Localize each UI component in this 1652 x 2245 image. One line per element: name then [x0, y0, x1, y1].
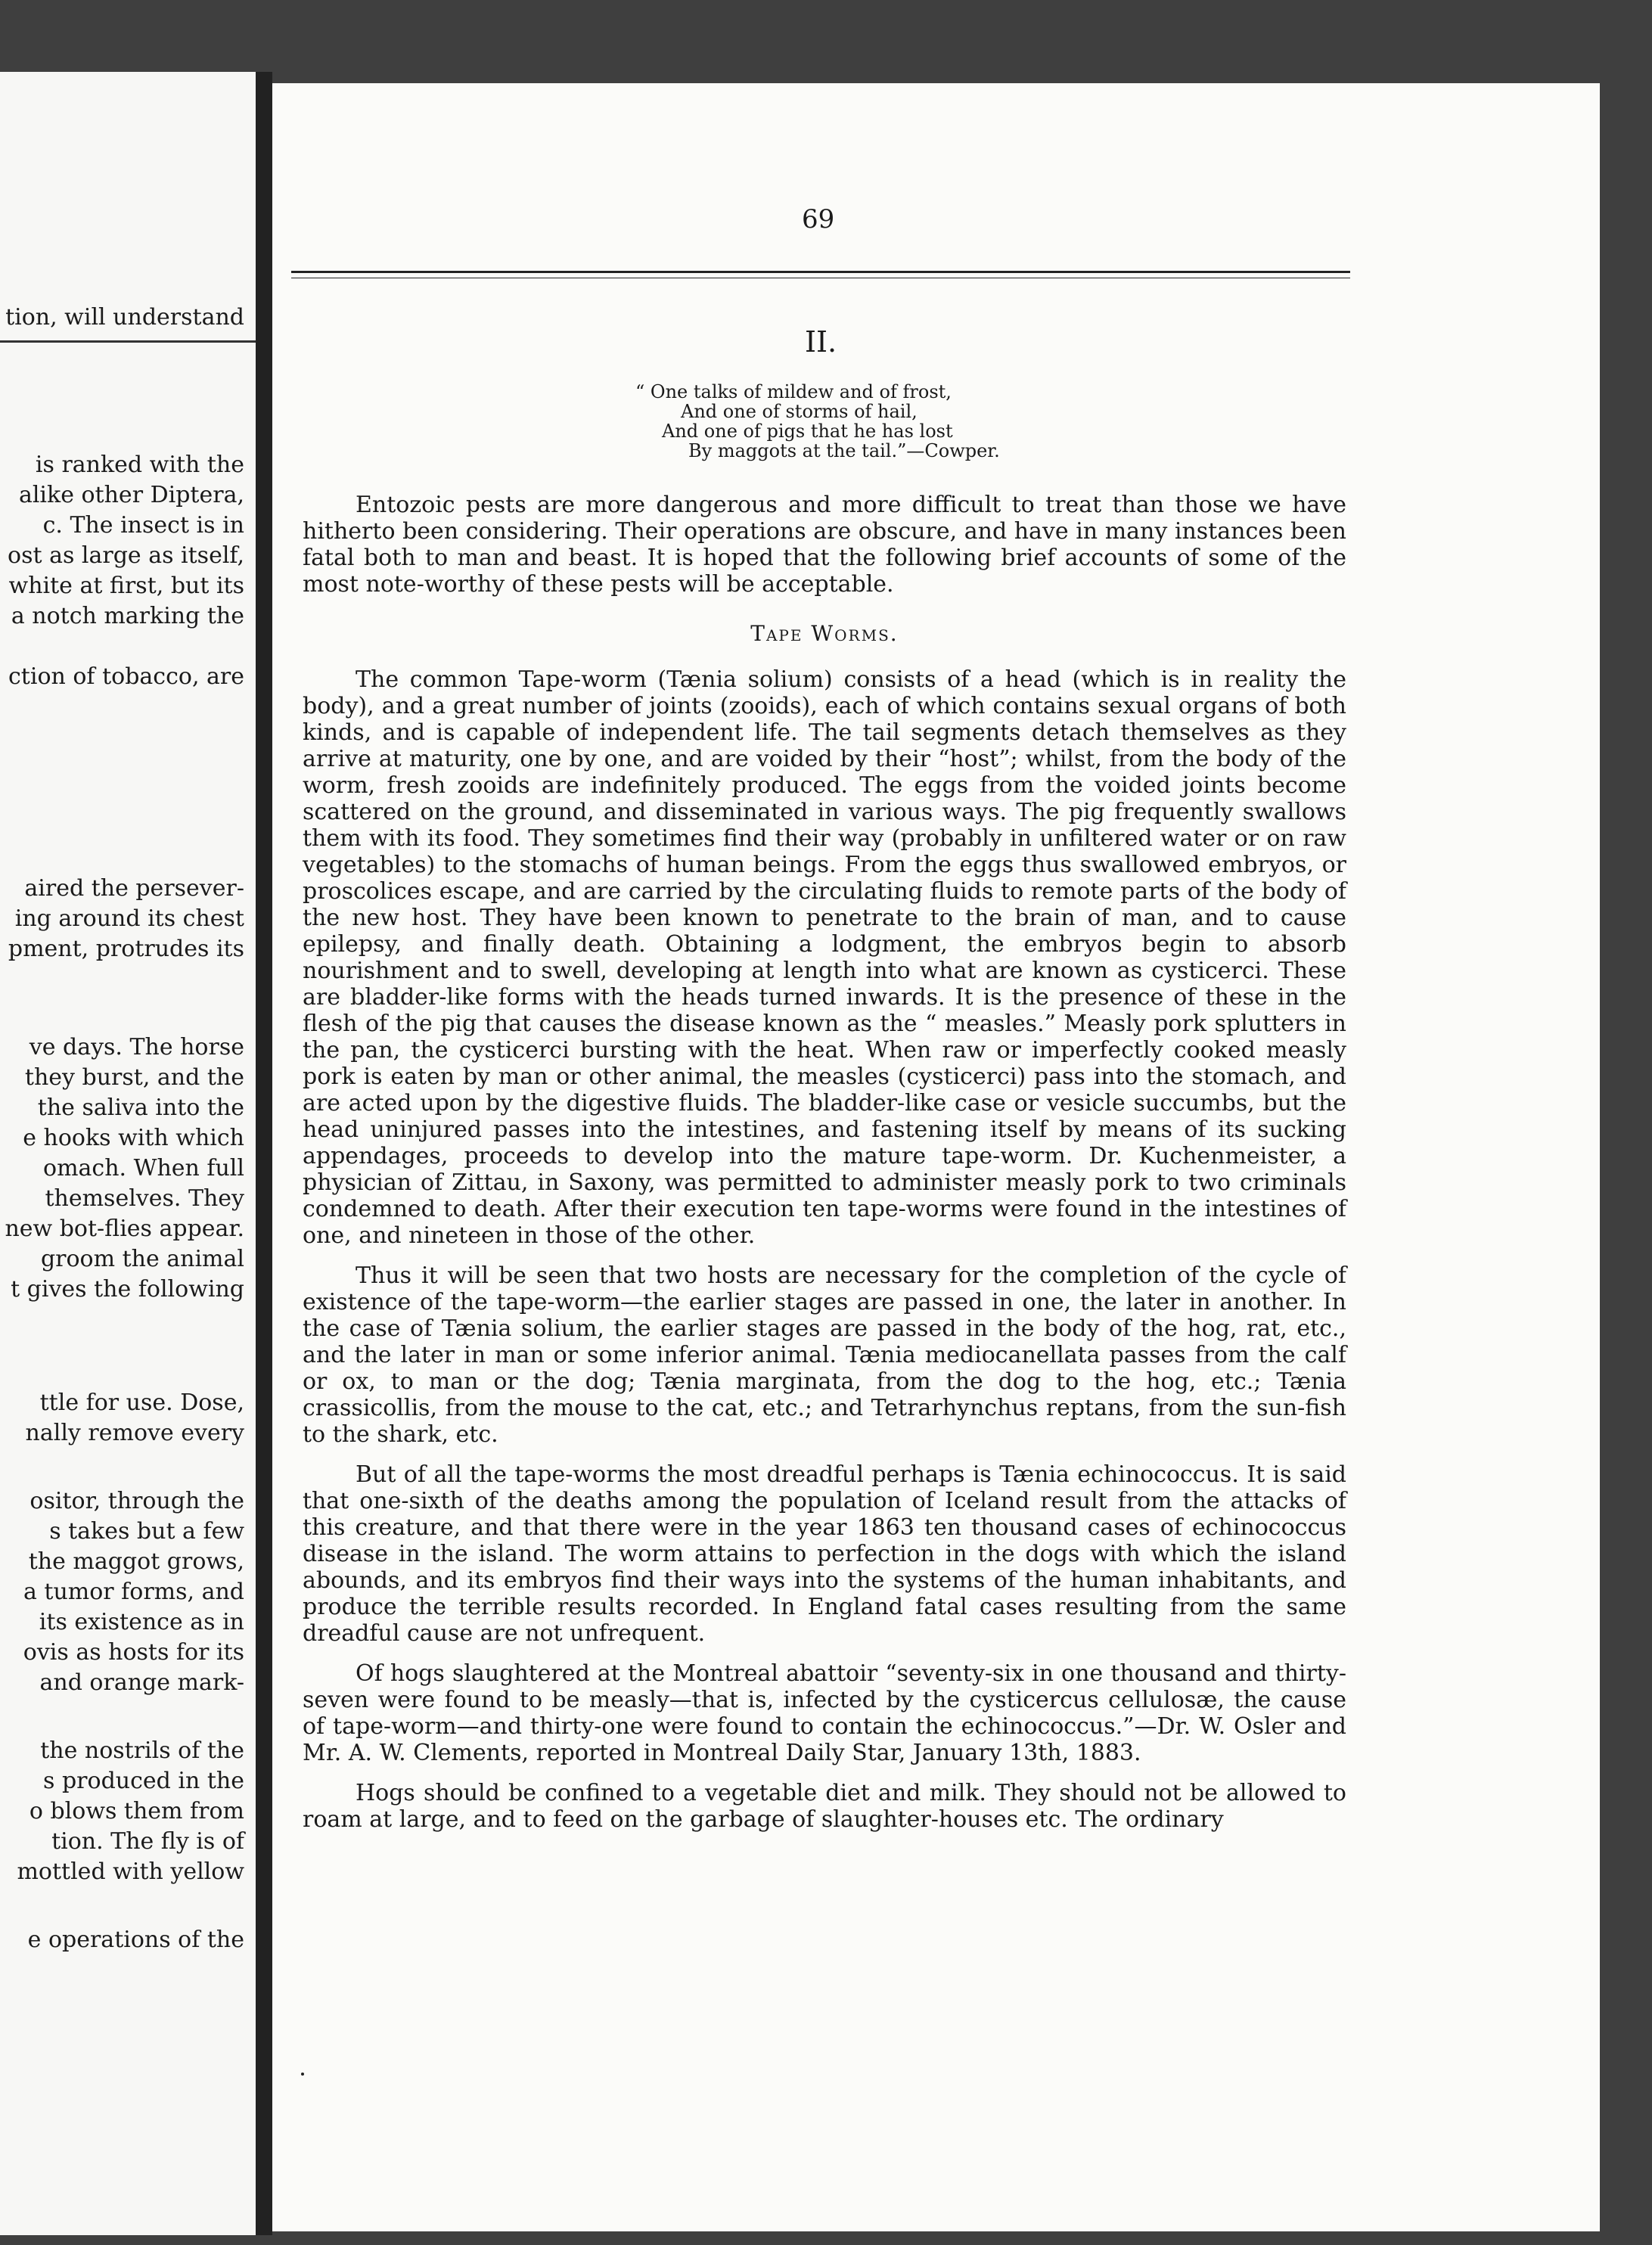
left-page-line: omach. When full — [43, 1155, 244, 1181]
left-page-line: o blows them from — [29, 1798, 244, 1824]
left-page-line: ovis as hosts for its — [23, 1639, 244, 1666]
epigraph-line: And one of storms of hail, — [681, 401, 918, 422]
left-page-line: ve days. The horse — [29, 1034, 244, 1060]
left-page-line: white at first, but its — [8, 573, 244, 599]
left-page-line: a notch marking the — [11, 603, 244, 629]
epigraph-line: And one of pigs that he has lost — [662, 421, 953, 442]
left-page-line: ttle for use. Dose, — [39, 1390, 244, 1416]
left-page-line: its existence as in — [39, 1609, 244, 1635]
left-page-line: the saliva into the — [37, 1095, 244, 1121]
paragraph: But of all the tape-worms the most dreadful perhaps is Tænia echinococcus. It is said that one-sixth of the deaths among the population of Iceland result from the attacks of this creature, and that there were in the year 1863 ten thousand cases of echinococcus disease in the island. The worm attains to perfection in the dogs with which the island abounds, and its embryos find their ways into the systems of the human inhabitants, and produce the terrible results recorded. In England fatal cases resulting from the same dreadful cause are not unfrequent. — [303, 1461, 1346, 1647]
left-page-rule — [0, 340, 257, 343]
left-page-line: pment, protrudes its — [8, 936, 244, 962]
paragraph: The common Tape-worm (Tænia solium) consists of a head (which is in reality the body), and a great number of joints (zooids), each of which contains sexual organs of both kinds, and is capable of independent life. The tail segments detach themselves as they arrive at maturity, one by one, and are voided by their “host”; whilst, from the body of the worm, fresh zooids are indefinitely produced. The eggs from the voided joints become scattered on the ground, and disseminated in various ways. The pig frequently swallows them with its food. They sometimes find their way (probably in unfiltered water or on raw vegetables) to the stomachs of human beings. From the eggs thus swallowed embryos, or proscolices escape, and are carried by the circulating fluids to remote parts of the body of the new host. They have been known to penetrate to the brain of man, and to cause epilepsy, and finally death. Obtaining a lodgment, the embryos begin to absorb nourishment and to swell, developing at length into what are known as cysticerci. These are bladder-like forms with the heads turned inwards. It is the presence of these in the flesh of the pig that causes the disease known as the “ measles.” Measly pork splutters in the pan, the cysticerci bursting with the heat. When raw or imperfectly cooked measly pork is eaten by man or other animal, the measles (cysticerci) pass into the stomach, and are acted upon by the digestive fluids. The bladder-like case or vesicle succumbs, but the head uninjured passes into the intestines, and fastening itself by means of its sucking appendages, proceeds to develop into the mature tape-worm. Dr. Kuchenmeister, a physician of Zittau, in Saxony, was permitted to administer measly pork to two criminals condemned to death. After their execution ten tape-worms were found in the intestines of one, and nineteen in those of the other. — [303, 666, 1346, 1249]
left-page-line: a tumor forms, and — [23, 1579, 244, 1605]
left-page-line: the maggot grows, — [28, 1548, 244, 1575]
left-page-line: alike other Diptera, — [18, 482, 244, 508]
left-page-line: ositor, through the — [30, 1488, 244, 1514]
left-page-line: mottled with yellow — [17, 1858, 244, 1885]
left-page-line: ction of tobacco, are — [8, 663, 244, 690]
left-page-line: t gives the following — [11, 1276, 244, 1303]
left-page-line: tion. The fly is of — [51, 1828, 244, 1855]
page-number: 69 — [802, 204, 835, 234]
paragraph: Of hogs slaughtered at the Montreal abattoir “seventy-six in one thousand and thirty-seven were found to be measly—that is, infected by the cysticercus cellulosæ, the cause of tape-worm—and thirty-one were found to contain the echinococcus.”—Dr. W. Osler and Mr. A. W. Clements, reported in Montreal Daily Star, January 13th, 1883. — [303, 1660, 1346, 1766]
ink-speck — [301, 2073, 304, 2076]
paragraph: Hogs should be confined to a vegetable diet and milk. They should not be allowed to roam at large, and to feed on the garbage of slaughter-houses etc. The ordinary — [303, 1780, 1346, 1833]
epigraph-line: By maggots at the tail.”—Cowper. — [688, 440, 1000, 461]
left-page-line: the nostrils of the — [40, 1737, 244, 1764]
header-rule — [291, 271, 1350, 278]
left-page-line: they burst, and the — [24, 1064, 244, 1091]
left-page-line: s produced in the — [43, 1768, 244, 1794]
left-page-line: ing around its chest — [14, 905, 244, 932]
left-page-line: aired the persever- — [24, 875, 244, 902]
section-heading: II. — [804, 325, 837, 359]
left-page-line: tion, will understand — [5, 304, 244, 331]
body-text — [303, 492, 1346, 1846]
book-gutter — [256, 72, 272, 2235]
left-page-line: ost as large as itself, — [8, 542, 244, 569]
left-page-line: and orange mark- — [39, 1669, 244, 1696]
left-page-line: new bot-flies appear. — [5, 1216, 244, 1242]
left-page-line: s takes but a few — [49, 1518, 244, 1545]
epigraph — [635, 382, 1059, 461]
left-page-line: themselves. They — [45, 1185, 244, 1212]
subheading: Tape Worms. — [750, 621, 899, 646]
left-page-line: e operations of the — [27, 1927, 244, 1953]
left-page-line: e hooks with which — [23, 1125, 244, 1151]
left-page-line: c. The insect is in — [42, 512, 244, 539]
intro-paragraph: Entozoic pests are more dangerous and more difficult to treat than those we have hitherto been considering. Their operations are obscure, and have in many instances been fatal both to man and beast. It is hoped that the following brief accounts of some of the most note-worthy of these pests will be acceptable. — [303, 492, 1346, 598]
left-page-fragment — [0, 72, 261, 2235]
left-page-line: is ranked with the — [35, 452, 244, 478]
left-page-line: groom the animal — [40, 1246, 244, 1272]
paragraph: Thus it will be seen that two hosts are necessary for the completion of the cycle of existence of the tape-worm—the earlier stages are passed in one, the later in another. In the case of Tænia solium, the earlier stages are passed in the body of the hog, rat, etc., and the later in man or some inferior animal. Tænia mediocanellata passes from the calf or ox, to man or the dog; Tænia marginata, from the dog to the hog, etc.; Tænia crassicollis, from the mouse to the cat, etc.; and Tetrarhynchus reptans, from the sun-fish to the shark, etc. — [303, 1262, 1346, 1448]
left-page-line: nally remove every — [25, 1420, 244, 1446]
epigraph-line: “ One talks of mildew and of frost, — [635, 381, 952, 402]
